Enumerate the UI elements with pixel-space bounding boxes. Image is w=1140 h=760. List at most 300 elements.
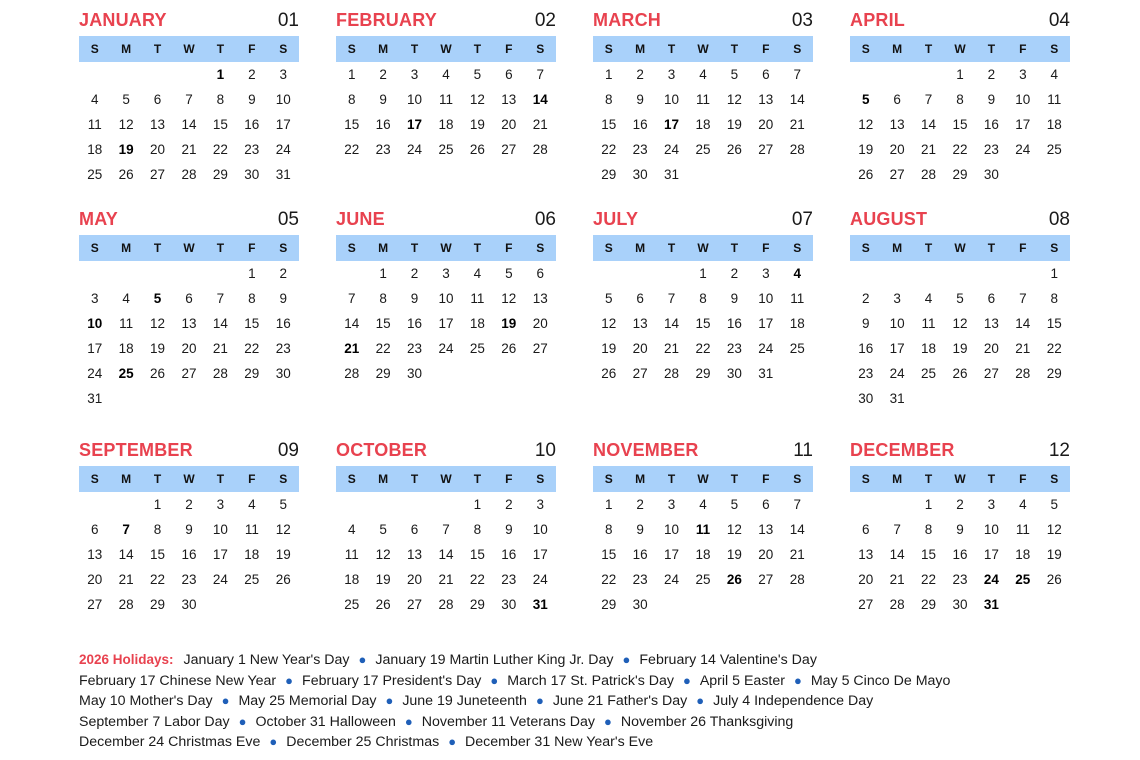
month-may [79,203,299,411]
week-row [336,62,556,87]
month-july [593,203,813,386]
week-row [336,137,556,162]
day-cell: 2 [636,67,644,82]
day-cell: 25 [469,341,485,356]
bullet-icon: ● [490,672,499,688]
weekday-label: M [378,42,389,56]
week-row [850,87,1070,112]
day-cell: 21 [181,142,197,157]
week-row [79,62,299,87]
weekday-label: S [861,472,870,486]
day-cell: 19 [858,142,874,157]
day-cell: 17 [758,316,774,331]
day-cell: 10 [438,291,454,306]
weekday-label: W [954,241,966,255]
day-cell: 20 [632,341,648,356]
day-cell: 4 [1019,497,1027,512]
weekday-label: T [667,241,676,255]
weekday-label: T [410,42,419,56]
weekday-label: S [536,42,545,56]
weekday-label: M [892,472,903,486]
day-cell: 13 [532,291,548,306]
day-cell: 25 [695,142,711,157]
day-cell: 8 [379,291,387,306]
day-cell: 16 [244,117,260,132]
day-cell: 1 [604,497,613,512]
day-cell: 4 [347,522,356,537]
bullet-icon: ● [238,713,247,729]
weekday-label: S [536,472,545,486]
day-cell: 12 [501,291,517,306]
day-cell: 22 [344,142,360,157]
day-cell: 4 [793,266,801,281]
day-cell: 14 [212,316,228,331]
weekday-label: S [279,241,288,255]
weekday-label: F [248,42,256,56]
weekday-label: T [667,42,676,56]
week-row [593,112,813,137]
day-cell: 16 [181,547,197,562]
day-cell: 12 [858,117,874,132]
bullet-icon: ● [385,693,394,708]
day-cell: 21 [532,117,548,132]
day-cell: 5 [153,291,162,306]
day-cell: 26 [1046,572,1062,587]
day-cell: 23 [632,572,648,587]
day-cell: 7 [667,291,676,306]
month-august [850,203,1070,411]
day-cell: 24 [407,142,423,157]
day-cell: 14 [664,316,680,331]
day-cell: 12 [375,547,391,562]
day-cell: 9 [279,291,287,306]
holiday-item: May 5 Cinco De Mayo [810,672,951,689]
day-cell: 1 [216,67,225,82]
month-name: JUNE [336,209,385,229]
day-cell: 21 [889,572,905,587]
day-cell: 15 [695,316,711,331]
weekday-label: F [505,472,513,486]
day-cell: 9 [505,522,513,537]
holidays-list [79,650,1079,753]
day-cell: 18 [438,117,454,132]
weekday-label: T [924,472,933,486]
day-cell: 27 [632,366,648,381]
month-header [850,4,1070,36]
day-cell: 12 [726,522,742,537]
week-row [593,361,813,386]
day-cell: 11 [87,117,102,132]
weekday-label: F [1019,241,1027,255]
day-cell: 28 [181,167,197,182]
day-cell: 28 [212,366,228,381]
bullet-icon: ● [622,652,631,667]
day-cell: 13 [758,522,774,537]
day-cell: 29 [375,366,391,381]
day-cell: 27 [87,597,103,612]
week-row [850,137,1070,162]
week-row [79,542,299,567]
day-cell: 2 [956,497,964,512]
day-cell: 15 [601,547,617,562]
day-cell: 3 [442,266,450,281]
day-cell: 5 [1050,497,1058,512]
day-cell: 8 [216,92,225,107]
day-cell: 29 [695,366,711,381]
day-cell: 8 [604,92,613,107]
day-cell: 7 [185,92,193,107]
day-cell: 8 [153,522,162,537]
month-january [79,4,299,187]
day-cell: 2 [861,291,870,306]
day-cell: 8 [1050,291,1058,306]
week-row [336,567,556,592]
month-days [79,492,299,617]
day-cell: 27 [407,597,423,612]
month-name: NOVEMBER [593,440,699,460]
week-row [850,261,1070,286]
day-cell: 30 [952,597,968,612]
weekday-header [336,235,556,261]
weekday-label: F [505,241,513,255]
week-row [79,336,299,361]
week-row [336,311,556,336]
week-row [850,361,1070,386]
day-cell: 29 [212,167,228,182]
day-cell: 4 [90,92,99,107]
day-cell: 1 [924,497,933,512]
weekday-label: T [987,472,996,486]
day-cell: 27 [150,167,166,182]
holiday-item: May 25 Memorial Day [238,693,377,709]
day-cell: 4 [1050,67,1058,82]
day-cell: 25 [1046,142,1062,157]
bullet-icon: ● [448,734,457,749]
week-row [850,162,1070,187]
day-cell: 27 [501,142,517,157]
day-cell: 2 [730,266,739,281]
day-cell: 24 [1015,142,1031,157]
day-cell: 11 [438,92,453,107]
day-cell: 19 [469,117,485,132]
weekday-label: T [153,472,162,486]
day-cell: 6 [90,522,99,537]
day-cell: 18 [695,547,711,562]
month-name: SEPTEMBER [79,440,193,460]
day-cell: 3 [90,291,99,306]
day-cell: 15 [952,117,968,132]
weekday-label: T [730,472,739,486]
day-cell: 29 [952,167,968,182]
day-cell: 22 [952,142,968,157]
weekday-header [850,36,1070,62]
week-row [850,567,1070,592]
day-cell: 30 [501,597,517,612]
month-september [79,434,299,617]
day-cell: 26 [726,572,742,587]
day-cell: 26 [375,597,391,612]
day-cell: 17 [87,341,103,356]
day-cell: 29 [601,597,617,612]
week-row [336,87,556,112]
weekday-label: W [697,42,709,56]
day-cell: 5 [122,92,130,107]
day-cell: 8 [956,92,964,107]
weekday-label: S [604,472,613,486]
bullet-icon: ● [682,672,691,688]
day-cell: 13 [87,547,103,562]
day-cell: 21 [212,341,228,356]
day-cell: 8 [347,92,356,107]
weekday-label: S [90,241,99,255]
day-cell: 17 [664,547,680,562]
day-cell: 26 [275,572,291,587]
holiday-item: June 19 Juneteenth [402,693,527,709]
day-cell: 14 [344,316,360,331]
day-cell: 17 [407,117,423,132]
holiday-item: November 26 Thanksgiving [620,713,794,730]
weekday-label: S [279,472,288,486]
bullet-icon: ● [696,693,705,708]
day-cell: 11 [470,291,485,306]
day-cell: 17 [438,316,454,331]
weekday-label: S [536,241,545,255]
day-cell: 21 [921,142,937,157]
day-cell: 16 [726,316,742,331]
day-cell: 26 [150,366,166,381]
weekday-label: S [90,472,99,486]
day-cell: 9 [410,291,419,306]
weekday-label: S [793,241,802,255]
day-cell: 2 [185,497,193,512]
weekday-label: W [440,472,452,486]
holidays-title: 2026 Holidays: [79,652,174,667]
month-october [336,434,556,617]
day-cell: 14 [181,117,197,132]
week-row [593,87,813,112]
holiday-line [79,691,1079,712]
week-row [336,592,556,617]
day-cell: 22 [601,572,617,587]
bullet-icon: ● [793,672,802,688]
day-cell: 22 [695,341,711,356]
month-name: JANUARY [79,10,167,30]
day-cell: 11 [1047,92,1062,107]
weekday-label: T [216,42,225,56]
day-cell: 11 [695,92,710,107]
day-cell: 2 [987,67,996,82]
day-cell: 27 [758,142,774,157]
holiday-line [79,650,1079,671]
week-row [79,311,299,336]
day-cell: 14 [438,547,454,562]
week-row [850,311,1070,336]
day-cell: 28 [664,366,680,381]
day-cell: 10 [275,92,291,107]
day-cell: 22 [469,572,485,587]
day-cell: 6 [762,67,770,82]
weekday-label: W [954,42,966,56]
weekday-label: T [216,241,225,255]
day-cell: 20 [889,142,905,157]
day-cell: 20 [758,547,774,562]
day-cell: 2 [379,67,387,82]
day-cell: 16 [632,117,648,132]
day-cell: 10 [758,291,774,306]
day-cell: 23 [275,341,291,356]
day-cell: 29 [601,167,617,182]
weekday-label: S [604,42,613,56]
day-cell: 23 [181,572,197,587]
day-cell: 24 [758,341,774,356]
holiday-item: May 10 Mother's Day [79,693,213,709]
day-cell: 7 [793,497,801,512]
month-header [850,203,1070,235]
weekday-label: S [347,472,356,486]
day-cell: 22 [212,142,228,157]
day-cell: 7 [893,522,901,537]
holiday-item: October 31 Halloween [255,713,396,730]
weekday-label: T [410,241,419,255]
weekday-label: S [1050,42,1059,56]
day-cell: 14 [889,547,905,562]
weekday-label: M [121,472,132,486]
holiday-item: November 11 Veterans Day [421,713,595,730]
week-row [79,112,299,137]
day-cell: 1 [604,67,613,82]
month-april [850,4,1070,187]
month-days [850,261,1070,411]
day-cell: 7 [122,522,130,537]
month-number: 05 [277,209,299,230]
week-row [336,492,556,517]
day-cell: 3 [667,67,676,82]
day-cell: 23 [983,142,999,157]
month-name: FEBRUARY [336,10,437,30]
day-cell: 19 [118,142,134,157]
month-march [593,4,813,187]
day-cell: 28 [789,142,805,157]
day-cell: 1 [347,67,356,82]
day-cell: 17 [532,547,548,562]
day-cell: 11 [695,522,711,537]
day-cell: 13 [858,547,874,562]
day-cell: 18 [344,572,360,587]
day-cell: 3 [987,497,996,512]
day-cell: 8 [604,522,613,537]
day-cell: 12 [118,117,134,132]
day-cell: 21 [1015,341,1031,356]
holiday-item: July 4 Independence Day [713,693,874,709]
day-cell: 19 [952,341,968,356]
month-header [336,434,556,466]
day-cell: 2 [248,67,256,82]
day-cell: 19 [1046,547,1062,562]
day-cell: 28 [532,142,548,157]
day-cell: 1 [248,266,256,281]
day-cell: 5 [379,522,387,537]
holiday-item: February 17 President's Day [302,672,482,689]
day-cell: 24 [87,366,103,381]
month-days [593,492,813,617]
bullet-icon: ● [285,672,294,688]
week-row [79,517,299,542]
day-cell: 2 [410,266,419,281]
week-row [850,112,1070,137]
day-cell: 14 [118,547,134,562]
day-cell: 9 [379,92,387,107]
day-cell: 31 [275,167,291,182]
day-cell: 10 [212,522,228,537]
day-cell: 23 [375,142,391,157]
day-cell: 18 [87,142,103,157]
bullet-icon: ● [269,734,278,749]
day-cell: 15 [921,547,937,562]
weekday-label: F [762,241,770,255]
weekday-label: T [667,472,676,486]
day-cell: 27 [983,366,999,381]
day-cell: 16 [983,117,999,132]
day-cell: 16 [275,316,291,331]
weekday-label: W [183,472,195,486]
month-header [79,203,299,235]
week-row [336,261,556,286]
month-name: MARCH [593,10,661,30]
day-cell: 21 [438,572,454,587]
day-cell: 3 [762,266,770,281]
month-days [336,261,556,386]
weekday-label: F [505,42,513,56]
day-cell: 20 [501,117,517,132]
day-cell: 24 [212,572,228,587]
weekday-label: T [924,241,933,255]
day-cell: 27 [889,167,905,182]
week-row [850,492,1070,517]
day-cell: 17 [212,547,228,562]
day-cell: 3 [893,291,901,306]
month-november [593,434,813,617]
day-cell: 18 [1015,547,1031,562]
day-cell: 3 [1019,67,1027,82]
day-cell: 18 [695,117,711,132]
day-cell: 30 [632,597,648,612]
day-cell: 17 [1015,117,1031,132]
month-name: DECEMBER [850,440,955,460]
day-cell: 11 [119,316,134,331]
day-cell: 24 [532,572,548,587]
day-cell: 22 [1046,341,1062,356]
month-name: AUGUST [850,209,928,229]
day-cell: 28 [921,167,937,182]
day-cell: 16 [375,117,391,132]
week-row [593,567,813,592]
day-cell: 24 [889,366,905,381]
day-cell: 6 [861,522,870,537]
day-cell: 13 [632,316,648,331]
weekday-label: T [473,241,482,255]
day-cell: 8 [473,522,482,537]
day-cell: 18 [789,316,805,331]
weekday-label: F [248,241,256,255]
day-cell: 8 [924,522,933,537]
weekday-label: F [762,472,770,486]
day-cell: 9 [636,92,644,107]
week-row [79,567,299,592]
day-cell: 28 [438,597,454,612]
day-cell: 25 [1015,572,1031,587]
day-cell: 7 [442,522,450,537]
day-cell: 2 [505,497,513,512]
